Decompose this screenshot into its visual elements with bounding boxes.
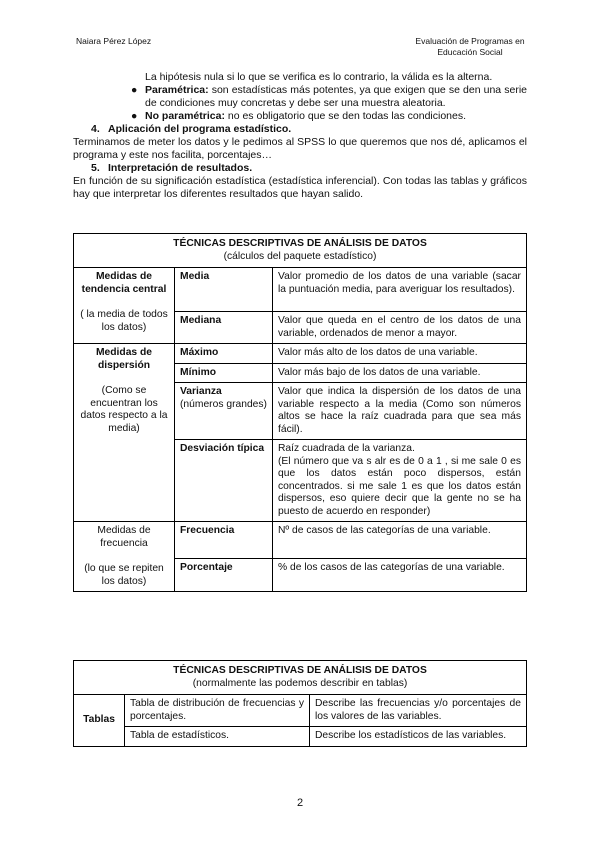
section-heading-5 (73, 162, 527, 175)
table-title-cell (74, 661, 527, 695)
table-title-row (74, 234, 527, 268)
table-row (74, 522, 527, 559)
heading-number: 5. (91, 162, 100, 174)
group-tendencia-central (74, 268, 175, 344)
term-frecuencia: Frecuencia (175, 522, 273, 559)
group-note: (lo que se repiten los datos) (84, 563, 164, 587)
term-minimo: Mínimo (175, 363, 273, 383)
table-name-estadisticos: Tabla de estadísticos. (125, 727, 310, 747)
bullet-text: no es obligatorio que se den todas las condiciones. (224, 110, 467, 122)
desc-frecuencia: Nº de casos de las categorías de una variable. (273, 522, 527, 559)
table-title: TÉCNICAS DESCRIPTIVAS DE ANÁLISIS DE DATOS (173, 665, 427, 676)
heading-text: Aplicación del programa estadístico. (108, 123, 292, 135)
table-subtitle: (cálculos del paquete estadístico) (223, 250, 377, 262)
desc-mediana: Valor que queda en el centro de los datos de una variable, ordenados de menor a mayor. (273, 312, 527, 344)
desc-distribucion: Describe las frecuencias y/o porcentajes de los valores de las variables. (310, 695, 527, 727)
page-number: 2 (296, 797, 304, 809)
group-name: Medidas de tendencia central (81, 271, 167, 295)
bullet-term: No paramétrica: (145, 110, 225, 122)
term-mediana: Mediana (175, 312, 273, 344)
heading-text: Interpretación de resultados. (108, 162, 253, 174)
table-row (74, 344, 527, 364)
paragraph-4: Terminamos de meter los datos y le pedimos al SPSS lo que queremos que nos dé, aplicamos el programa y este nos facilita, porcentajes… (73, 136, 527, 161)
table-title: TÉCNICAS DESCRIPTIVAS DE ANÁLISIS DE DATOS (173, 238, 427, 249)
heading-number: 4. (91, 123, 100, 135)
paragraph-5: En función de su significación estadística (estadística inferencial). Con todas las tablas y gráficos hay que interpretar los diferentes resultados que hayan salido. (73, 175, 527, 200)
header-course-line1: Evaluación de Programas en (415, 36, 525, 46)
term-desviacion-tipica: Desviación típica (175, 440, 273, 522)
bullet-no-parametrica (73, 110, 527, 123)
group-note: ( la media de todos los datos) (80, 309, 168, 333)
descriptive-techniques-table (73, 233, 527, 592)
intro-line: La hipótesis nula si lo que se verifica es lo contrario, la válida es la alterna. (145, 71, 493, 83)
bullet-dot-icon: ● (131, 110, 138, 122)
bullet-term: Paramétrica: (145, 84, 209, 96)
table-row (74, 268, 527, 312)
intro-text (73, 71, 527, 201)
table-name-distribucion: Tabla de distribución de frecuencias y porcentajes. (125, 695, 310, 727)
group-frecuencia (74, 522, 175, 592)
term-maximo: Máximo (175, 344, 273, 364)
header-author: Naiara Pérez López (76, 36, 152, 46)
bullet-dot-icon: ● (131, 84, 138, 96)
term-porcentaje: Porcentaje (175, 559, 273, 592)
desc-porcentaje: % de los casos de las categorías de una variable. (273, 559, 527, 592)
term-varianza: Varianza (180, 386, 222, 397)
group-tablas: Tablas (74, 695, 125, 747)
desc-media: Valor promedio de los datos de una variable (sacar la puntuación media, para averiguar los resultados). (273, 268, 527, 312)
desc-estadisticos: Describe los estadísticos de las variables. (310, 727, 527, 747)
table-row (74, 695, 527, 727)
table-subtitle: (normalmente las podemos describir en tablas) (192, 677, 408, 689)
term-varianza-note: (números grandes) (180, 398, 267, 410)
desc-varianza: Valor que indica la dispersión de los datos de una variable respecto a la media (Como son números altos se hace la raíz cuadrada para que sea más fácil). (273, 383, 527, 440)
header-course-line2: Educación Social (437, 47, 503, 57)
desc-minimo: Valor más bajo de los datos de una variable. (273, 363, 527, 383)
table-title-cell (74, 234, 527, 268)
table-row (74, 727, 527, 747)
group-dispersion (74, 344, 175, 522)
bullet-text: son estadísticas más potentes, ya que exigen que se den una serie de condiciones muy concretas y debe ser una muestra aleatoria. (145, 84, 527, 109)
desc-desviacion-tipica: Raíz cuadrada de la varianza. (El número que va s alr es de 0 a 1 , si me sale 0 es que los datos están poco dispersos, están concentrados. si me sale 1 es que los datos están dispersos, eso quiere decir que la gente no se ha puesto de acuerdo en responder) (273, 440, 527, 522)
group-name: Medidas de dispersión (95, 347, 153, 371)
desc-maximo: Valor más alto de los datos de una variable. (273, 344, 527, 364)
tables-techniques-table (73, 660, 527, 747)
term-media: Media (175, 268, 273, 312)
bullet-parametrica (73, 84, 527, 110)
term-varianza-cell (175, 383, 273, 440)
group-name: Medidas de frecuencia (97, 525, 151, 549)
group-note: (Como se encuentran los datos respecto a la media) (80, 385, 168, 434)
section-heading-4 (73, 123, 527, 136)
header-course (410, 36, 530, 58)
table-title-row (74, 661, 527, 695)
